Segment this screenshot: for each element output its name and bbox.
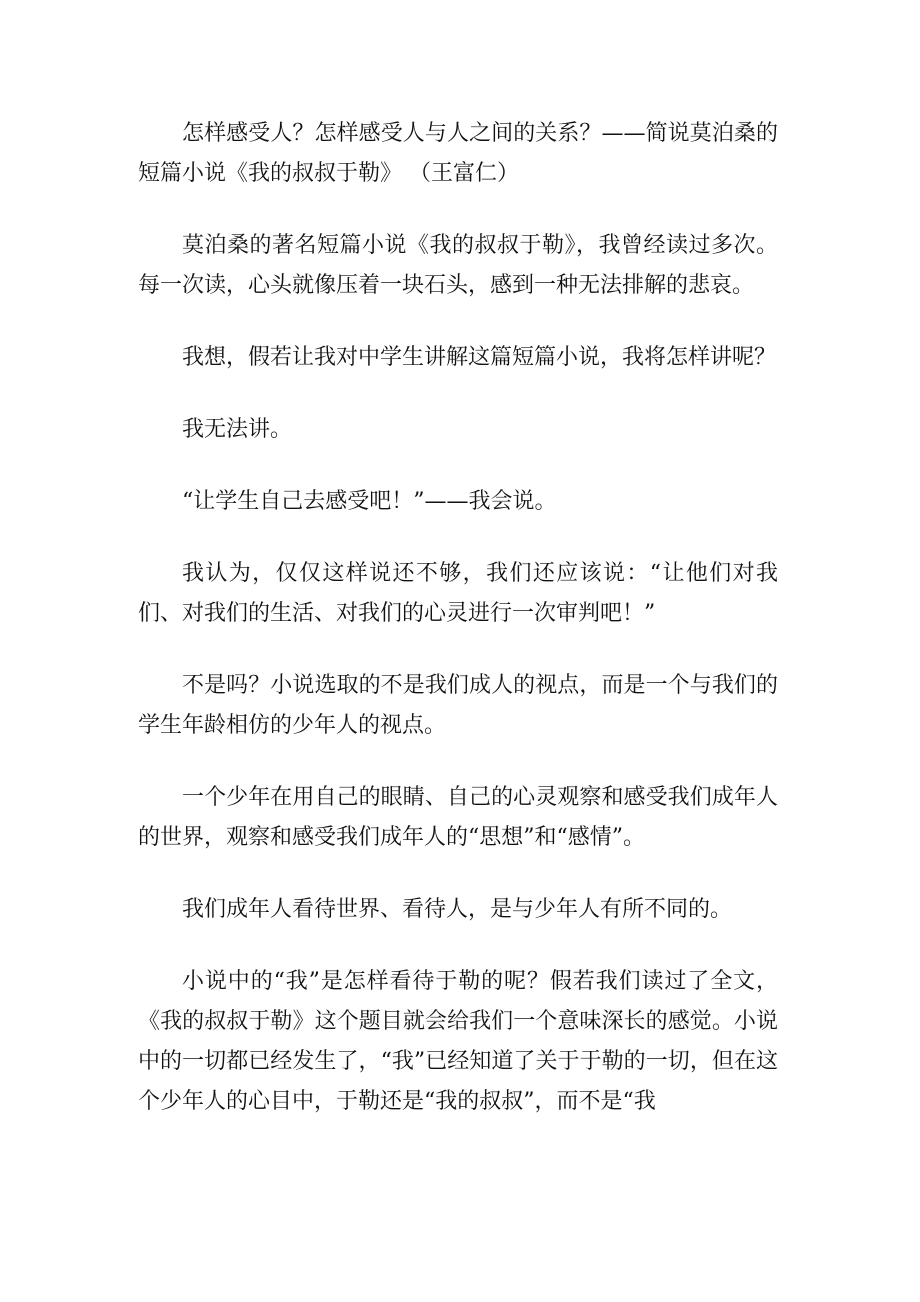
paragraph: 我无法讲。	[182, 417, 293, 442]
paragraph: 莫泊桑的著名短篇小说《我的叔叔于勒》，我曾经读过多次。每一次读，心头就像压着一块石头，感到一种无法排解的悲哀。	[138, 233, 778, 298]
paragraph: 我认为，仅仅这样说还不够，我们还应该说：“让他们对我们、对我们的生活、对我们的心灵进行一次审判吧！”	[138, 561, 778, 626]
paragraph: 一个少年在用自己的眼睛、自己的心灵观察和感受我们成年人的世界，观察和感受我们成年人的“思想”和“感情”。	[138, 785, 778, 850]
paragraph: 不是吗？小说选取的不是我们成人的视点，而是一个与我们的学生年龄相仿的少年人的视点。	[138, 673, 778, 738]
paragraph: 我想，假若让我对中学生讲解这篇短篇小说，我将怎样讲呢？	[182, 345, 777, 370]
paragraph: 我们成年人看待世界、看待人，是与少年人有所不同的。	[182, 897, 733, 922]
document-title: 怎样感受人？怎样感受人与人之间的关系？——简说莫泊桑的短篇小说《我的叔叔于勒》 （王富仁）	[138, 121, 778, 186]
document-body	[138, 114, 778, 1122]
paragraph: 小说中的“我”是怎样看待于勒的呢？假若我们读过了全文，《我的叔叔于勒》这个题目就会给我们一个意味深长的感觉。小说中的一切都已经发生了，“我”已经知道了关于于勒的一切，但在这个少年人的心目中，于勒还是“我的叔叔”，而不是“我	[138, 969, 778, 1114]
paragraph: “让学生自己去感受吧！”——我会说。	[182, 489, 557, 514]
